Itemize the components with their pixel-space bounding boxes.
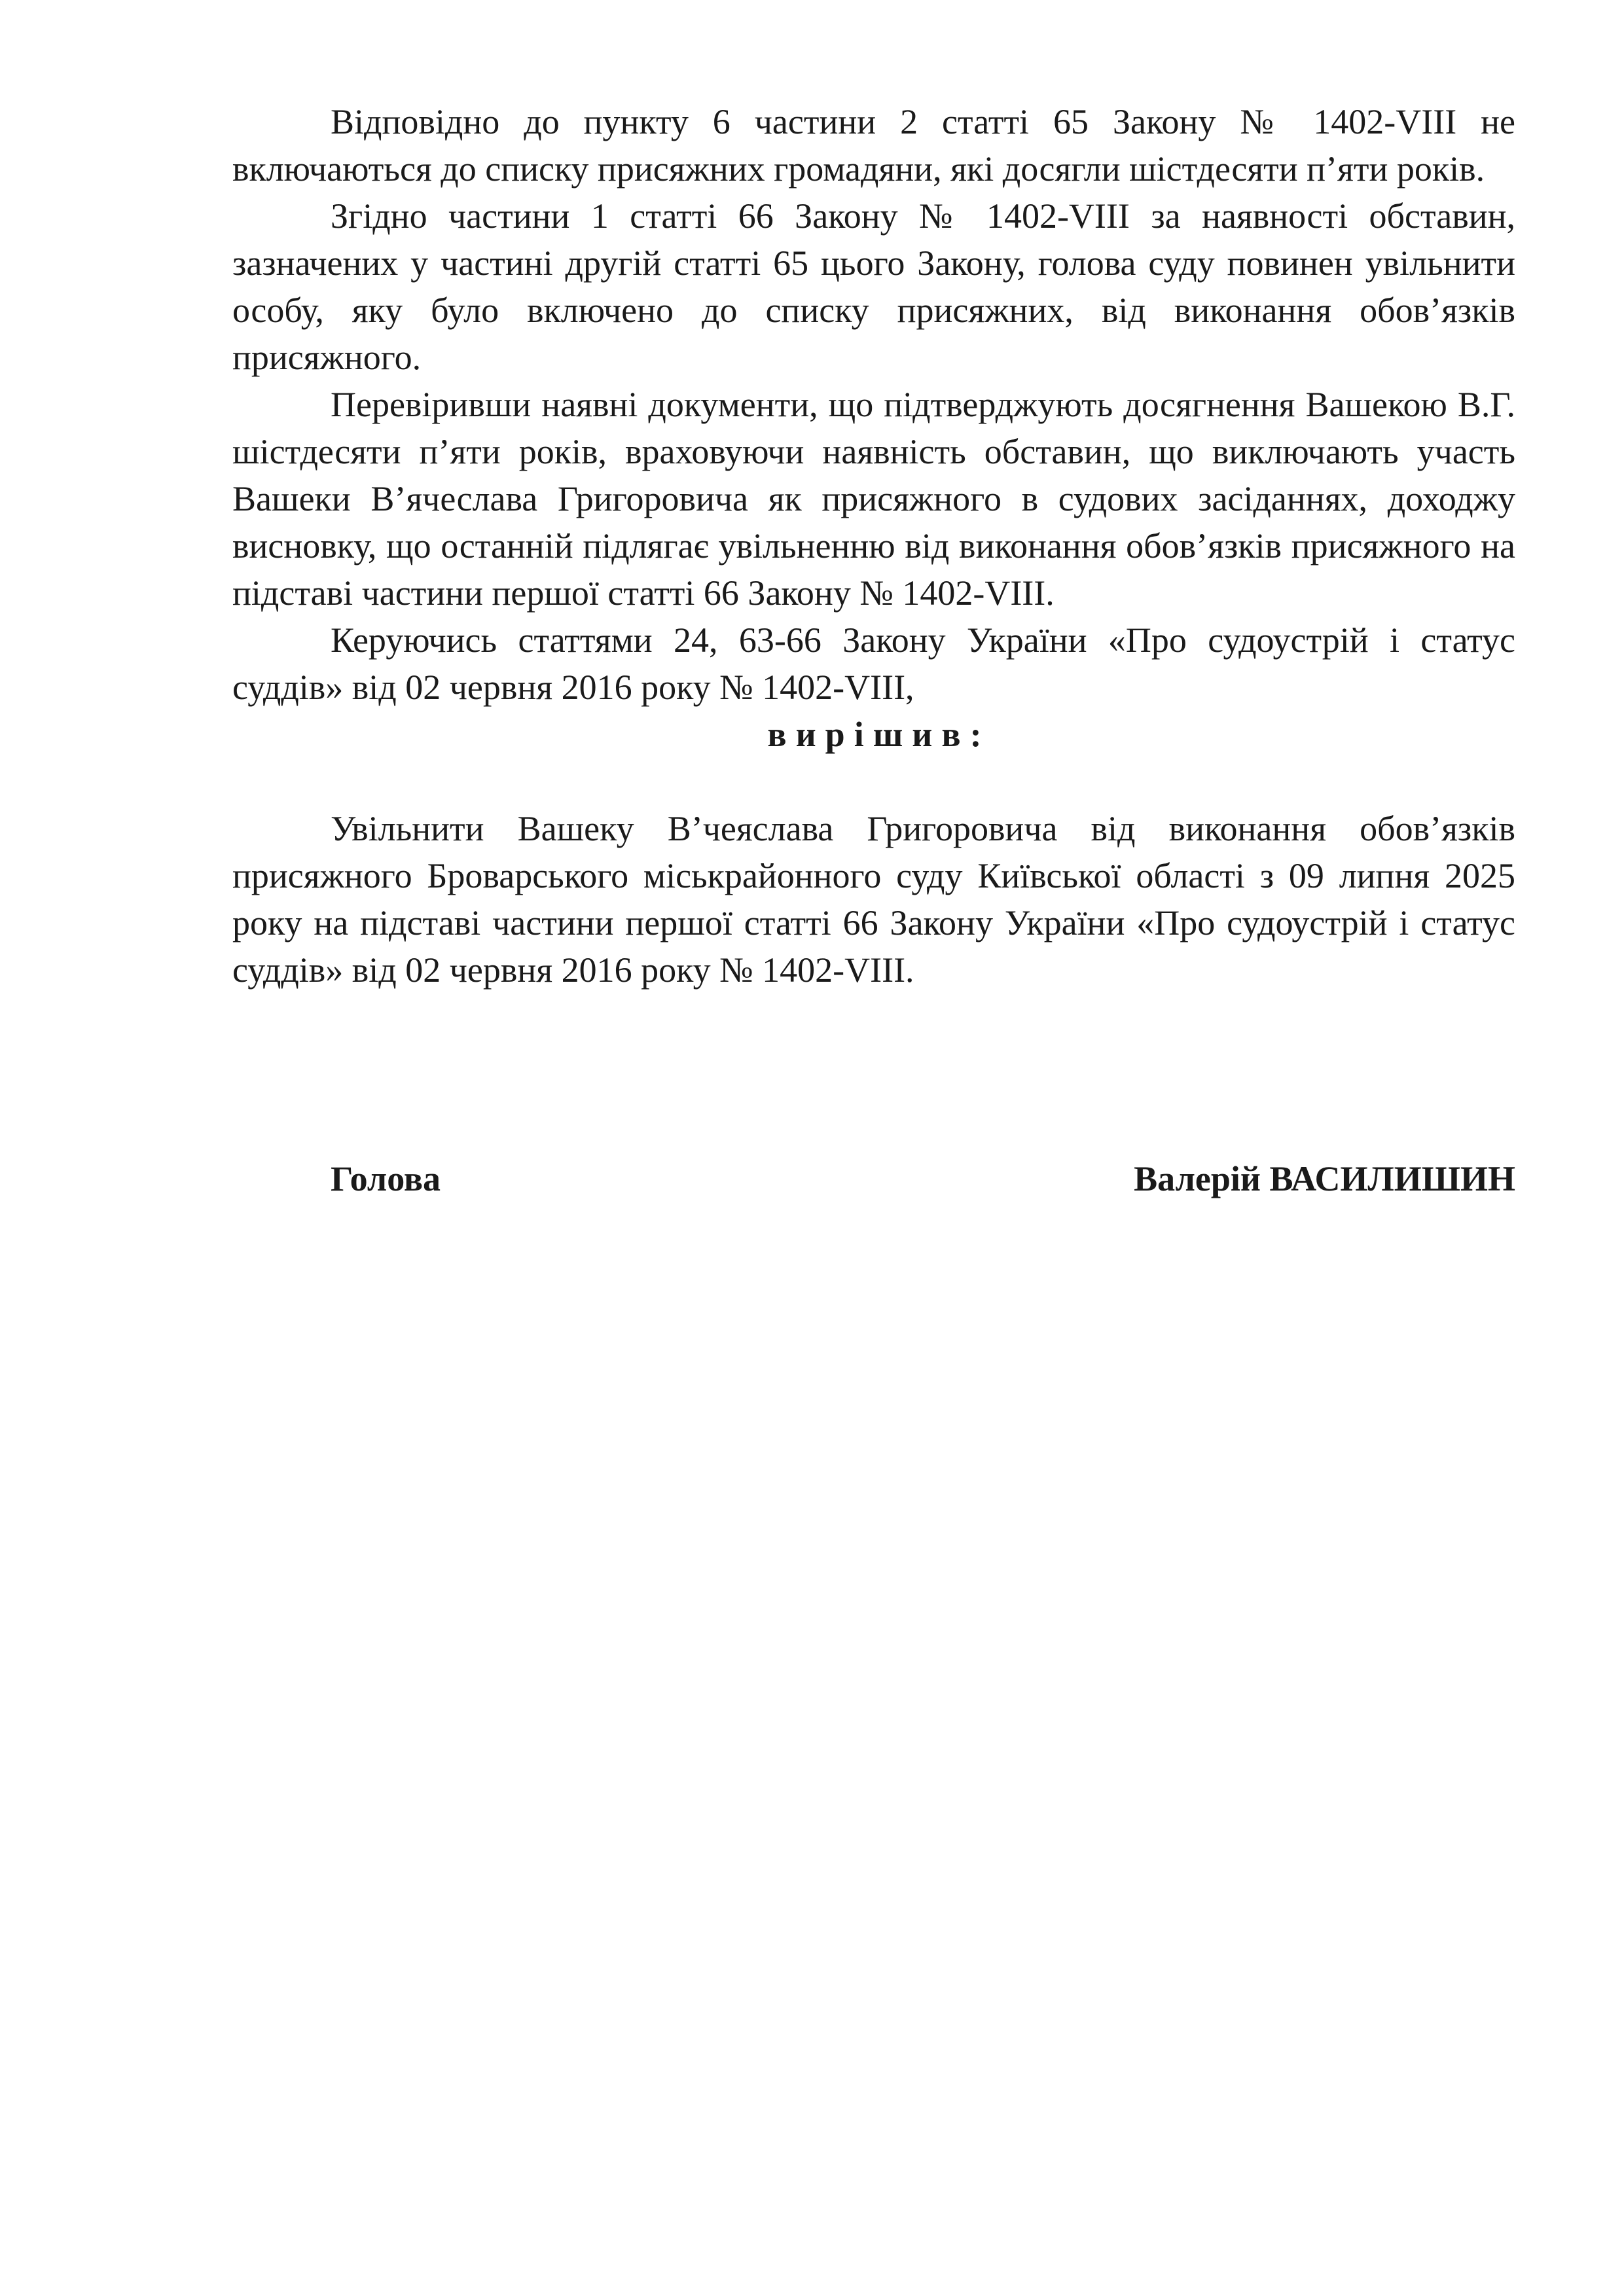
paragraph-findings: Перевіривши наявні документи, що підтверджують досягнення Вашекою В.Г. шістдесяти п’яти років, враховуючи наявність обставин, що виключають участь Вашеки В’ячеслава Григоровича як присяжного в судових засіданнях, доходжу висновку, що останній підлягає увільненню від виконання обов’язків присяжного на підставі частини першої статті 66 Закону № 1402-VIII. xyxy=(232,385,1515,613)
decision-heading: вирішив: xyxy=(767,715,991,754)
paragraph-legal-basis: Керуючись статтями 24, 63-66 Закону України «Про судоустрій і статус суддів» від 02 червня 2016 року № 1402-VIII, xyxy=(232,620,1515,707)
document-body xyxy=(232,98,1515,994)
paragraph-age-exclusion: Відповідно до пункту 6 частини 2 статті 65 Закону № 1402-VIII не включаються до списку присяжних громадяни, які досягли шістдесяти п’яти років. xyxy=(232,102,1515,188)
paragraph-release-obligation: Згідно частини 1 статті 66 Закону № 1402-VIII за наявності обставин, зазначених у частині другій статті 65 цього Закону, голова суду повинен увільнити особу, яку було включено до списку присяжних, від виконання обов’язків присяжного. xyxy=(232,196,1515,377)
signature-title: Голова xyxy=(331,1159,441,1198)
paragraph-decision: Увільнити Вашеку В’чеяслава Григоровича від виконання обов’язків присяжного Броварського міськрайонного суду Київської області з 09 липня 2025 року на підставі частини першої статті 66 Закону України «Про судоустрій і статус суддів» від 02 червня 2016 року № 1402-VIII. xyxy=(232,809,1515,990)
signature-name: Валерій ВАСИЛИШИН xyxy=(1134,1159,1515,1198)
spacer xyxy=(232,758,1515,805)
